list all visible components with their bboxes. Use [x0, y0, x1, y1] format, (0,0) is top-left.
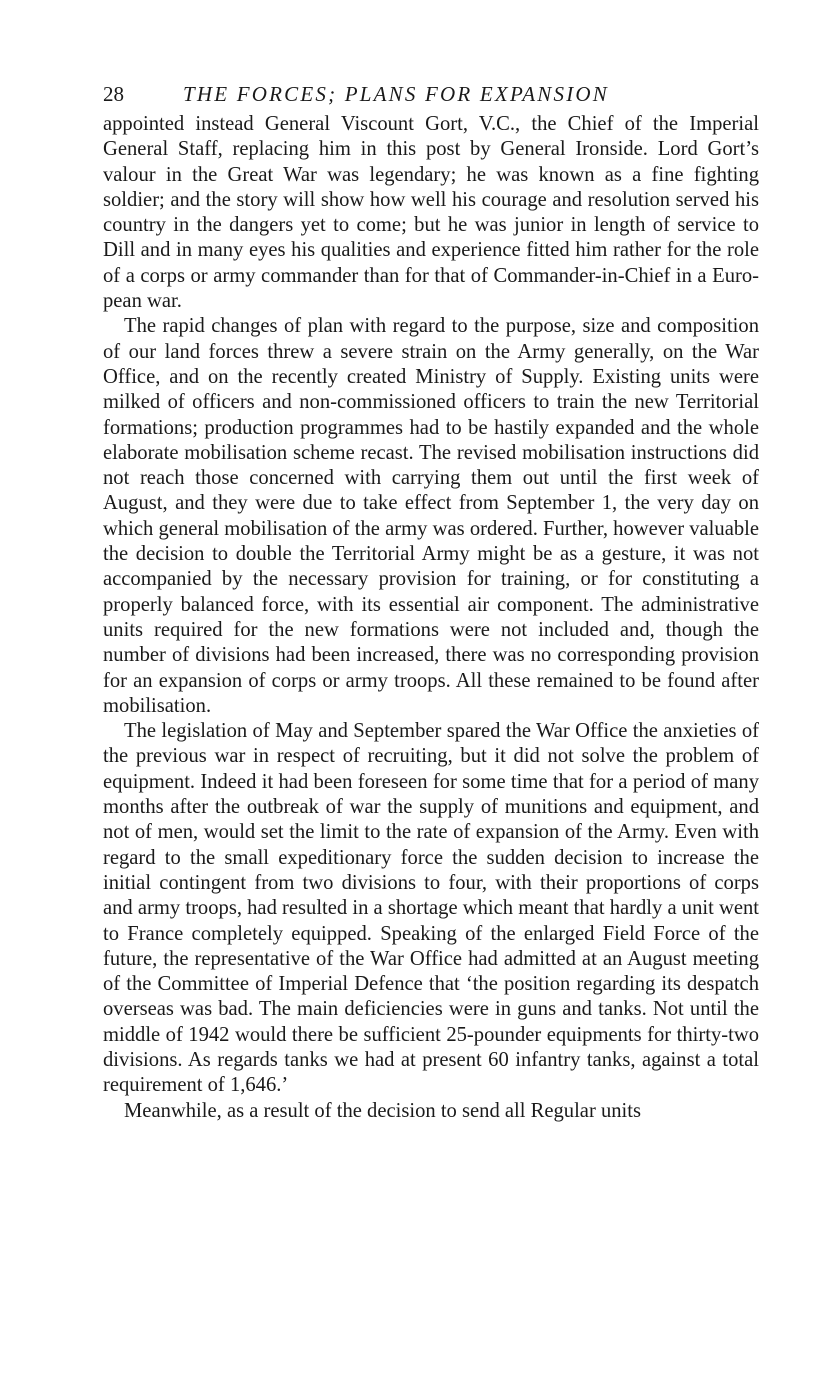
paragraph: appointed instead General Viscount Gort, V.C., the Chief of the Imperial General Staff, replacing him in this post by General Ironside. Lord Gort’s valour in the Great War was legendary; he was known as a fine fighting soldier; and the story will show how well his courage and resolution served his country in the dangers yet to come; but he was junior in length of service to Dill and in many eyes his qualities and experience fitted him rather for the role of a corps or army commander than for that of Commander-in-Chief in a European war.: [103, 113, 759, 313]
page-number: 28: [103, 82, 124, 106]
paragraph: The legislation of May and September spared the War Office the anxieties of the previous war in respect of recruiting, but it did not solve the problem of equipment. Indeed it had been foreseen for some time that for a period of many months after the outbreak of war the supply of munitions and equipment, and not of men, would set the limit to the rate of expansion of the Army. Even with regard to the small expeditionary force the sudden decision to increase the initial contingent from two divisions to four, with their proportions of corps and army troops, had resulted in a shortage which meant that hardly a unit went to France completely equipped. Speaking of the enlarged Field Force of the future, the representative of the War Office had admitted at an August meeting of the Committee of Imperial Defence that ‘the position regarding its despatch overseas was bad. The main deficiencies were in guns and tanks. Not until the middle of 1942 would there be sufficient 25-pounder equipments for thirty-two divisions. As regards tanks we had at present 60 infantry tanks, against a total requirement of 1,646.’: [103, 720, 759, 1097]
book-page: [103, 78, 759, 1124]
running-head: [103, 78, 759, 112]
running-title: THE FORCES; PLANS FOR EXPANSION: [183, 82, 609, 106]
paragraph: Meanwhile, as a result of the decision to send all Regular units: [124, 1099, 642, 1122]
body-text: [103, 112, 759, 1124]
paragraph: The rapid changes of plan with regard to the purpose, size and composition of our land forces threw a severe strain on the Army generally, on the War Office, and on the recently created Ministry of Supply. Existing units were milked of officers and non-commissioned officers to train the new Territorial formations; production programmes had to be hastily expanded and the whole elaborate mobilisation scheme recast. The revised mobilisation instructions did not reach those concerned with carrying them out until the first week of August, and they were due to take effect from September 1, the very day on which general mobilisation of the army was ordered. Further, however valuable the decision to double the Territorial Army might be as a gesture, it was not accompanied by the necessary provision for training, or for constituting a properly balanced force, with its essential air component. The administrative units required for the new formations were not included and, though the number of divisions had been increased, there was no corresponding provision for an expansion of corps or army troops. All these remained to be found after mobilisation.: [103, 315, 759, 717]
